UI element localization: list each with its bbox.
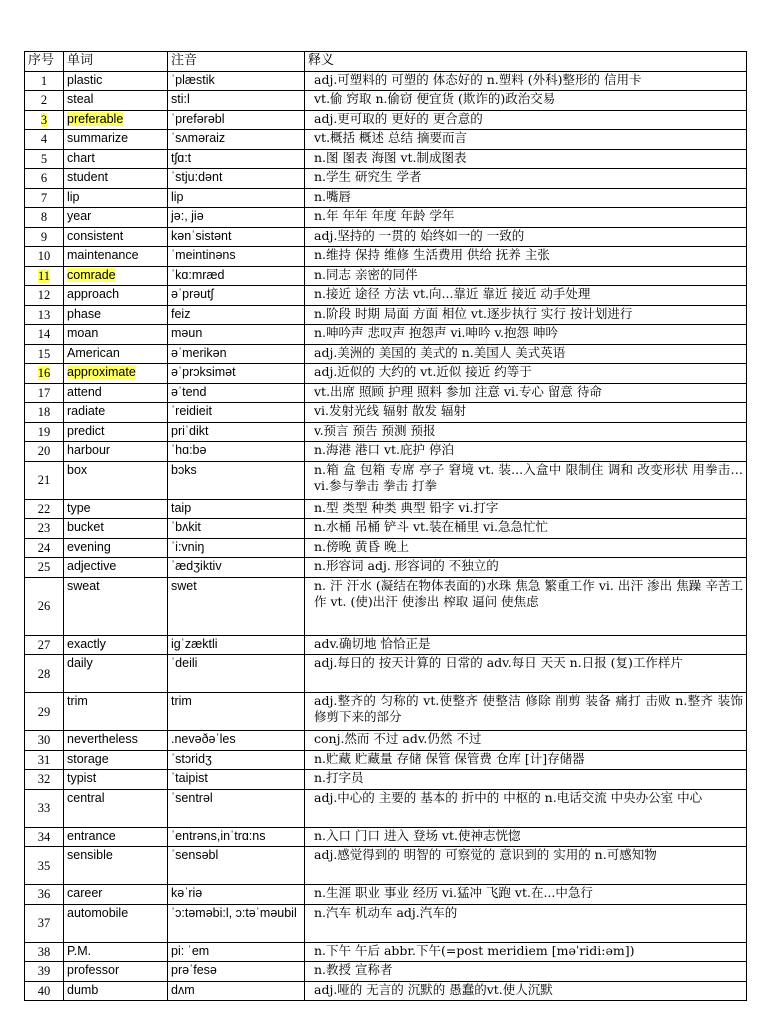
table-row — [25, 750, 747, 770]
row-word: type — [67, 500, 91, 515]
table-row — [25, 827, 747, 847]
row-number: 3 — [40, 112, 48, 127]
row-phonetic: tʃɑ:t — [171, 150, 192, 165]
row-number: 29 — [37, 704, 51, 719]
row-definition: n.年 年年 年度 年龄 学年 — [314, 208, 455, 223]
row-number: 38 — [37, 944, 51, 959]
row-number: 8 — [40, 210, 48, 225]
row-word: phase — [67, 306, 102, 321]
row-phonetic: igˈzæktli — [171, 636, 218, 651]
table-row — [25, 885, 747, 905]
row-phonetic: taip — [171, 500, 192, 515]
row-phonetic: ˈstɔridʒ — [171, 751, 212, 766]
row-number: 33 — [37, 801, 51, 815]
row-definition: adj.感觉得到的 明智的 可察觉的 意识到的 实用的 n.可感知物 — [314, 847, 657, 862]
row-phonetic: ˈi:vniŋ — [171, 539, 205, 554]
row-phonetic: ˈdeili — [171, 656, 198, 670]
table-row — [25, 305, 747, 325]
row-phonetic: dʌm — [171, 982, 195, 997]
row-word: automobile — [67, 905, 129, 920]
row-phonetic: ˈtaipist — [171, 771, 208, 785]
table-row — [25, 344, 747, 364]
row-definition: n.接近 途径 方法 vt.向...靠近 靠近 接近 动手处理 — [314, 286, 591, 301]
table-row — [25, 577, 747, 635]
row-word: P.M. — [67, 943, 92, 958]
table-row — [25, 422, 747, 442]
row-number: 24 — [37, 540, 51, 555]
row-definition: n. 汗 汗水 (凝结在物体表面的)水珠 焦急 繁重工作 vi. 出汗 渗出 焦躁 辛苦工作 vt. (使)出汗 使渗出 榨取 逼问 使焦虑 — [314, 577, 743, 609]
table-row — [25, 247, 747, 267]
header-word: 单词 — [64, 52, 168, 72]
row-definition: vt.概括 概述 总结 摘要而言 — [314, 130, 467, 145]
row-definition: adj.每日的 按天计算的 日常的 adv.每日 天天 n.日报 (复)工作样片 — [314, 655, 683, 670]
row-number: 30 — [37, 733, 51, 748]
table-row — [25, 655, 747, 693]
row-word: typist — [67, 771, 97, 785]
table-row — [25, 286, 747, 306]
row-word: sensible — [67, 848, 113, 862]
row-definition: n.海港 港口 vt.庇护 停泊 — [314, 442, 455, 457]
table-row — [25, 942, 747, 962]
row-phonetic: jə:, jiə — [171, 209, 204, 223]
row-definition: n.学生 研究生 学者 — [314, 169, 422, 184]
row-word: chart — [67, 150, 95, 165]
table-row — [25, 770, 747, 790]
table-row — [25, 538, 747, 558]
row-number: 36 — [37, 887, 51, 902]
row-word: attend — [67, 384, 102, 399]
row-definition: n.维持 保持 维修 生活费用 供给 抚养 主张 — [314, 247, 550, 262]
table-row — [25, 188, 747, 208]
row-number: 11 — [37, 268, 51, 283]
row-number: 28 — [37, 666, 51, 681]
table-row — [25, 169, 747, 189]
row-word: harbour — [67, 443, 111, 457]
table-row — [25, 403, 747, 423]
table-row — [25, 693, 747, 731]
row-definition: n.呻吟声 悲叹声 抱怨声 vi.呻吟 v.抱怨 呻吟 — [314, 325, 558, 340]
vocabulary-table — [24, 51, 747, 1001]
row-word: bucket — [67, 520, 104, 534]
row-word: moan — [67, 326, 99, 340]
row-number: 2 — [40, 93, 48, 108]
row-number: 4 — [40, 132, 48, 147]
row-phonetic: ˈɔ:təməbi:l, ɔ:təˈməubil — [171, 905, 297, 920]
row-phonetic: .nevəðəˈles — [171, 732, 236, 746]
row-definition: n.教授 宣称者 — [314, 962, 393, 977]
row-phonetic: trim — [171, 694, 192, 708]
row-definition: n.汽车 机动车 adj.汽车的 — [314, 904, 458, 920]
row-word: daily — [67, 656, 93, 670]
row-number: 31 — [37, 752, 51, 767]
table-row — [25, 461, 747, 499]
row-phonetic: lip — [171, 189, 184, 204]
row-number: 9 — [40, 229, 48, 244]
row-definition: n.入口 门口 进入 登场 vt.使神志恍惚 — [314, 827, 521, 843]
row-number: 13 — [37, 307, 51, 322]
row-number: 15 — [37, 346, 51, 361]
row-number: 20 — [37, 444, 51, 459]
row-number: 21 — [37, 473, 51, 487]
row-number: 7 — [40, 190, 48, 205]
table-row — [25, 519, 747, 539]
table-row — [25, 558, 747, 578]
row-word: approach — [67, 287, 120, 301]
row-phonetic: ˈreidieit — [171, 404, 212, 418]
row-word: approximate — [67, 365, 136, 379]
header-definition: 释义 — [305, 52, 747, 72]
row-word: summarize — [67, 131, 129, 145]
row-word: professor — [67, 963, 120, 977]
row-number: 16 — [37, 366, 51, 381]
row-definition: vi.发射光线 辐射 散发 辐射 — [314, 403, 466, 418]
row-number: 14 — [37, 327, 51, 342]
row-definition: n.型 类型 种类 典型 铅字 vi.打字 — [314, 499, 499, 515]
row-phonetic: kəˈriə — [171, 886, 203, 900]
row-word: consistent — [67, 228, 124, 243]
row-phonetic: əˈprəutʃ — [171, 287, 214, 301]
row-number: 1 — [40, 73, 48, 88]
row-number: 35 — [37, 858, 51, 873]
row-word: lip — [67, 189, 80, 204]
table-row — [25, 208, 747, 228]
row-definition: vt.出席 照顾 护理 照料 参加 注意 vi.专心 留意 待命 — [314, 383, 602, 399]
row-phonetic: ˈhɑ:bə — [171, 443, 207, 457]
row-word: maintenance — [67, 248, 139, 262]
row-number: 34 — [37, 829, 51, 844]
table-row — [25, 383, 747, 403]
table-row — [25, 266, 747, 286]
row-phonetic: ˈbʌkit — [171, 520, 201, 534]
row-definition: adj.可塑料的 可塑的 体态好的 n.塑料 (外科)整形的 信用卡 — [314, 71, 642, 87]
row-phonetic: priˈdikt — [171, 423, 209, 438]
row-number: 22 — [37, 501, 51, 516]
table-header-row — [25, 52, 747, 72]
row-number: 27 — [37, 637, 51, 652]
table-row — [25, 110, 747, 130]
row-definition: adj.整齐的 匀称的 vt.使整齐 使整洁 修除 削剪 装备 痛打 击败 n.整齐 装饰 修剪下来的部分 — [314, 693, 743, 724]
row-word: radiate — [67, 404, 106, 418]
row-word: preferable — [67, 111, 124, 126]
row-definition: adj.坚持的 一贯的 始终如一的 一致的 — [314, 227, 525, 243]
row-number: 32 — [37, 772, 51, 787]
row-word: central — [67, 790, 105, 805]
row-word: plastic — [67, 72, 103, 87]
row-definition: n.图 图表 海图 vt.制成图表 — [314, 149, 467, 165]
row-word: evening — [67, 539, 111, 554]
row-number: 26 — [37, 599, 51, 613]
table-row — [25, 904, 747, 942]
row-word: student — [67, 170, 109, 184]
table-row — [25, 91, 747, 111]
row-word: year — [67, 209, 92, 223]
row-phonetic: bɔks — [171, 462, 197, 477]
header-phonetic: 注音 — [168, 52, 305, 72]
row-word: dumb — [67, 982, 99, 997]
row-number: 18 — [37, 405, 51, 420]
row-definition: n.下午 午后 abbr.下午(=post meridiem [məˈridi:əm]) — [314, 942, 635, 958]
row-definition: vt.偷 窍取 n.偷窃 便宜货 (欺诈的)政治交易 — [314, 91, 556, 106]
row-definition: n.箱 盒 包箱 专席 亭子 窘境 vt. 装...入盒中 限制住 调和 改变形状 用拳击… vi.参与拳击 拳击 打拳 — [314, 461, 743, 493]
row-phonetic: ˈædʒiktiv — [171, 559, 222, 573]
row-word: adjective — [67, 559, 117, 573]
table-row — [25, 364, 747, 384]
row-definition: n.嘴唇 — [314, 188, 352, 204]
table-row — [25, 499, 747, 519]
row-phonetic: ˈsentrəl — [171, 790, 213, 805]
table-row — [25, 789, 747, 827]
row-number: 17 — [37, 385, 51, 400]
row-number: 5 — [40, 151, 48, 166]
row-phonetic: əˈtend — [171, 384, 207, 399]
row-phonetic: kənˈsistənt — [171, 228, 232, 243]
row-definition: adj.更可取的 更好的 更合意的 — [314, 110, 483, 126]
row-number: 37 — [37, 916, 51, 930]
row-definition: conj.然而 不过 adv.仍然 不过 — [314, 731, 482, 746]
row-definition: n.形容词 adj. 形容词的 不独立的 — [314, 558, 499, 573]
row-word: steal — [67, 92, 94, 106]
row-word: storage — [67, 751, 109, 766]
row-definition: n.生涯 职业 事业 经历 vi.猛冲 飞跑 vt.在...中急行 — [314, 885, 593, 900]
row-word: career — [67, 886, 103, 900]
row-word: American — [67, 345, 120, 360]
row-definition: adv.确切地 恰恰正是 — [314, 635, 431, 651]
table-row — [25, 981, 747, 1001]
row-phonetic: swet — [171, 578, 197, 593]
row-definition: n.打字员 — [314, 770, 364, 785]
row-number: 23 — [37, 521, 51, 536]
row-phonetic: ˈentrəns,inˈtrɑ:ns — [171, 828, 266, 843]
row-phonetic: ˈprefərəbl — [171, 111, 225, 126]
table-row — [25, 635, 747, 655]
header-no: 序号 — [25, 52, 64, 72]
table-row — [25, 325, 747, 345]
row-phonetic: ˈstju:dənt — [171, 170, 223, 184]
row-number: 39 — [37, 964, 51, 979]
row-word: sweat — [67, 578, 100, 593]
row-word: entrance — [67, 828, 116, 843]
table-row — [25, 149, 747, 169]
table-row — [25, 227, 747, 247]
row-phonetic: ˈsʌməraiz — [171, 131, 226, 145]
table-row — [25, 130, 747, 150]
row-phonetic: ˈsensəbl — [171, 848, 219, 862]
row-definition: adj.哑的 无言的 沉默的 愚蠢的vt.使人沉默 — [314, 981, 553, 997]
table-row — [25, 71, 747, 91]
row-phonetic: pi: ˈem — [171, 943, 210, 958]
row-phonetic: ˈplæstik — [171, 72, 215, 87]
row-word: trim — [67, 694, 88, 708]
row-definition: adj.美洲的 美国的 美式的 n.美国人 美式英语 — [314, 344, 566, 360]
row-phonetic: əˈprɔksimət — [171, 365, 236, 379]
row-phonetic: feiz — [171, 306, 191, 321]
row-definition: n.同志 亲密的同伴 — [314, 266, 418, 282]
row-phonetic: məun — [171, 326, 203, 340]
row-phonetic: sti:l — [171, 92, 190, 106]
row-phonetic: əˈmerikən — [171, 345, 227, 360]
row-word: box — [67, 462, 88, 477]
table-row — [25, 442, 747, 462]
row-definition: adj.中心的 主要的 基本的 折中的 中枢的 n.电话交流 中央办公室 中心 — [314, 789, 703, 805]
row-definition: adj.近似的 大约的 vt.近似 接近 约等于 — [314, 364, 532, 379]
table-row — [25, 847, 747, 885]
table-row — [25, 962, 747, 982]
row-phonetic: ˈmeintinəns — [171, 248, 236, 262]
row-definition: n.水桶 吊桶 铲斗 vt.装在桶里 vi.急急忙忙 — [314, 519, 549, 534]
row-word: comrade — [67, 267, 116, 282]
row-word: predict — [67, 423, 105, 438]
row-number: 6 — [40, 171, 48, 186]
row-definition: n.贮藏 贮藏量 存储 保管 保管费 仓库 [计]存储器 — [314, 750, 585, 766]
row-phonetic: prəˈfesə — [171, 963, 217, 977]
row-definition: n.傍晚 黄昏 晚上 — [314, 538, 409, 554]
row-number: 40 — [37, 983, 51, 998]
row-definition: n.阶段 时期 局面 方面 相位 vt.逐步执行 实行 按计划进行 — [314, 305, 633, 321]
row-number: 25 — [37, 560, 51, 575]
row-definition: v.预言 预告 预测 预报 — [314, 422, 436, 438]
row-word: exactly — [67, 636, 106, 651]
row-number: 12 — [37, 288, 51, 303]
row-number: 10 — [37, 249, 51, 264]
row-number: 19 — [37, 424, 51, 439]
row-phonetic: ˈkɑ:mræd — [171, 267, 225, 282]
table-row — [25, 731, 747, 751]
row-word: nevertheless — [67, 732, 138, 746]
